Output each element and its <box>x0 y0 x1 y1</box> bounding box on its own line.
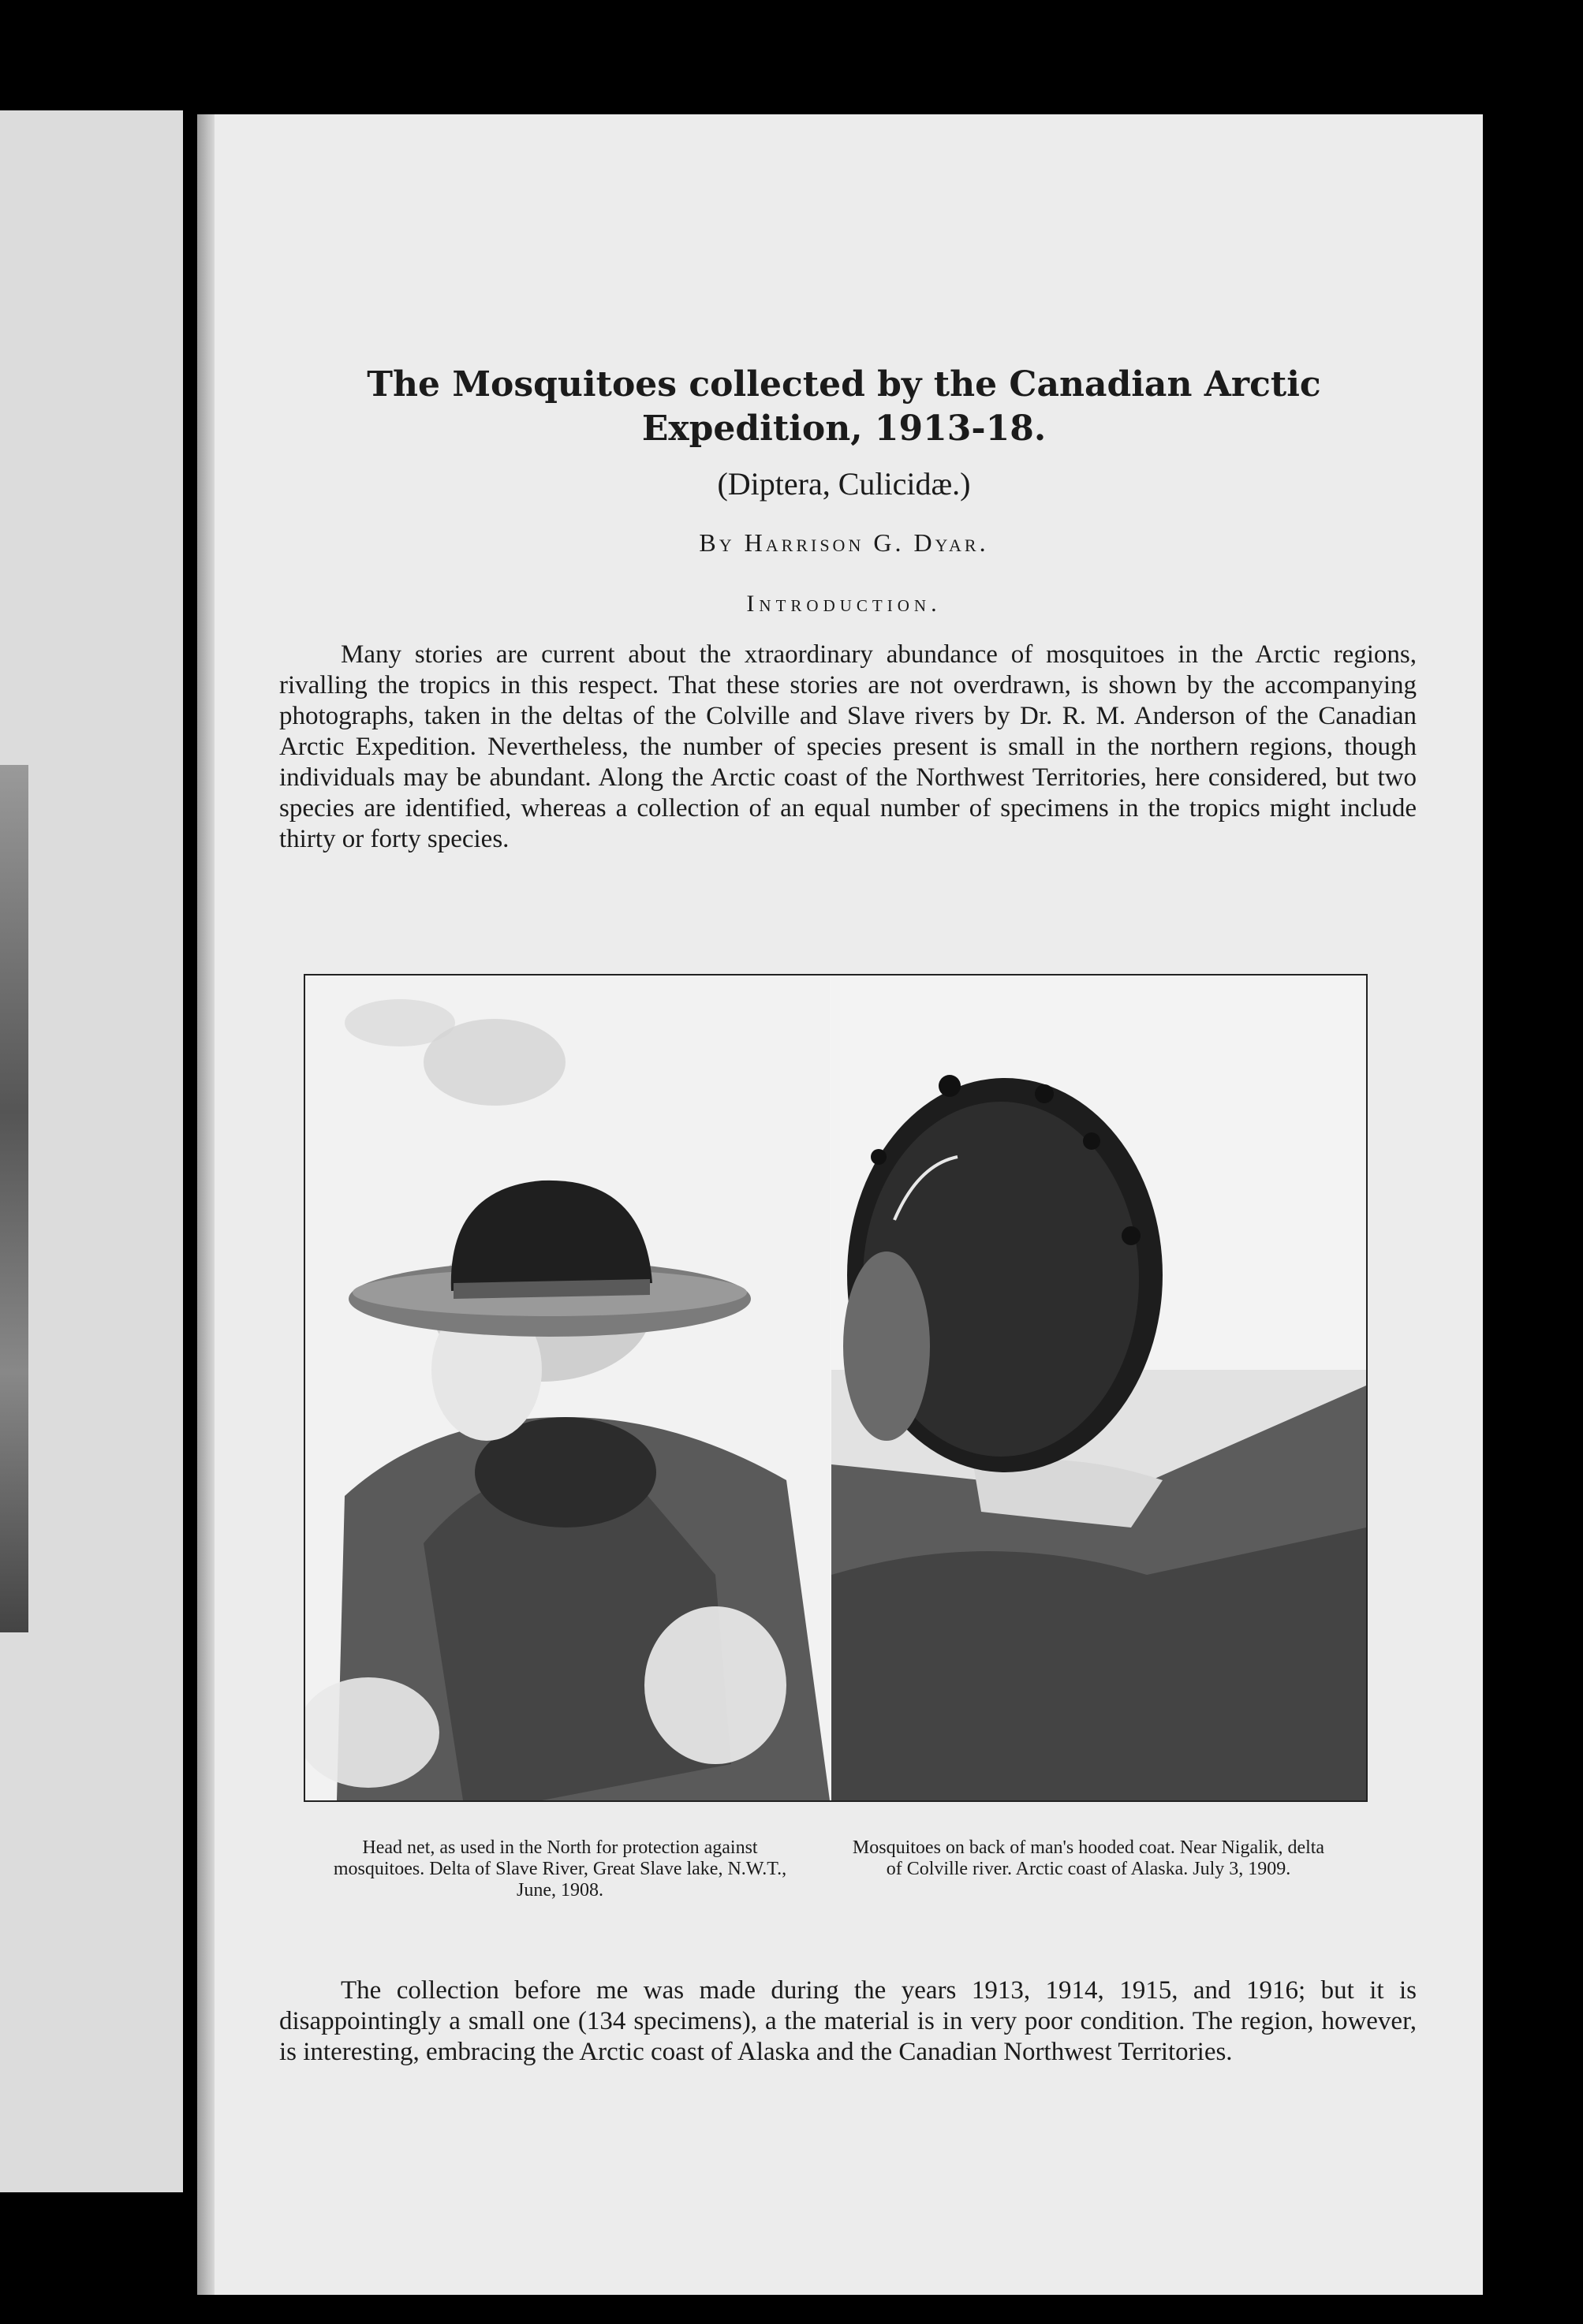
section-heading: Introduction. <box>746 591 942 617</box>
mosquito-coat-caption: Mosquitoes on back of man's hooded coat. Near Nigalik, delta of Colville river. Arctic coast of Alaska. July 3, 1909. <box>852 1837 1325 1879</box>
head-net-caption: Head net, as used in the North for protection against mosquitoes. Delta of Slave River, Great Slave lake, N.W.T., June, 1908. <box>333 1837 787 1901</box>
page-gutter-shadow <box>197 114 215 2295</box>
article-title: The Mosquitoes collected by the Canadian Arctic Expedition, 1913-18. <box>367 364 1321 449</box>
document-page <box>197 114 1483 2295</box>
head-net-photo <box>305 975 830 1800</box>
closing-paragraph: The collection before me was made during the years 1913, 1914, 1915, and 1916; but it is disappointingly a small one (134 specimens), a the material is in very poor condition. The region, however, is interesting, embracing the Arctic coast of Alaska and the Canadian Northwest Territories. <box>279 1976 1417 2066</box>
photo-figure <box>304 974 1368 1802</box>
article-author: By Harrison G. Dyar. <box>699 528 989 557</box>
facing-page <box>0 110 183 2192</box>
facing-page-photo-edge <box>0 765 28 1632</box>
intro-paragraph: Many stories are current about the xtraordinary abundance of mosquitoes in the Arctic regions, rivalling the tropics in this respect. That these stories are not overdrawn, is shown by the accompanying photographs, taken in the deltas of the Colville and Slave rivers by Dr. R. M. Anderson of the Canadian Arctic Expedition. Nevertheless, the number of species present is small in the northern regions, though individuals may be abundant. Along the Arctic coast of the Northwest Territories, here considered, but two species are identified, whereas a collection of an equal number of specimens in the tropics might include thirty or forty species. <box>279 640 1417 853</box>
mosquito-coat-photo <box>831 975 1366 1800</box>
article-subtitle: (Diptera, Culicidæ.) <box>717 466 971 502</box>
